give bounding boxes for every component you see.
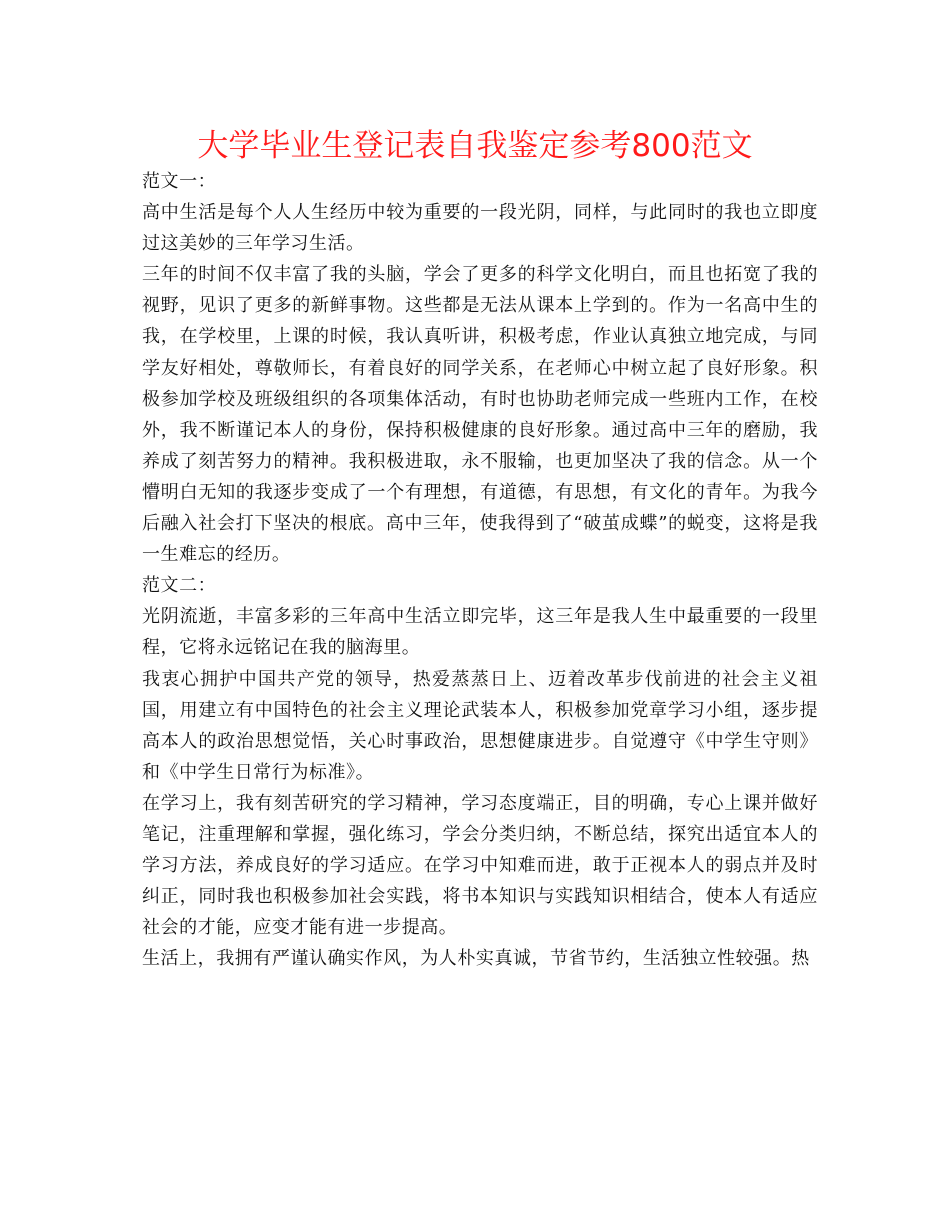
- paragraph: 高中生活是每个人人生经历中较为重要的一段光阴，同样，与此同时的我也立即度过这美妙的三年学习生活。: [142, 202, 818, 255]
- document-body: [142, 166, 818, 974]
- paragraph: 生活上，我拥有严谨认确实作风，为人朴实真诚，节省节约，生活独立性较强。热: [142, 948, 810, 970]
- paragraph: 在学习上，我有刻苦研究的学习精神，学习态度端正，目的明确，专心上课并做好笔记，注重理解和掌握，强化练习，学会分类归纳，不断总结，探究出适宜本人的学习方法，养成良好的学习适应。在学习中知难而进，敢于正视本人的弱点并及时纠正，同时我也积极参加社会实践，将书本知识与实践知识相结合，使本人有适应社会的才能，应变才能有进一步提高。: [142, 792, 818, 939]
- section-heading-1: 范文一：: [142, 171, 217, 192]
- paragraph: 光阴流逝，丰富多彩的三年高中生活立即完毕，这三年是我人生中最重要的一段里程，它将永远铭记在我的脑海里。: [142, 606, 818, 659]
- section-heading-2: 范文二：: [142, 575, 217, 597]
- paragraph: 三年的时间不仅丰富了我的头脑，学会了更多的科学文化明白，而且也拓宽了我的视野，见识了更多的新鲜事物。这些都是无法从课本上学到的。作为一名高中生的我，在学校里，上课的时候，我认真听讲，积极考虑，作业认真独立地完成，与同学友好相处，尊敬师长，有着良好的同学关系，在老师心中树立起了良好形象。积极参加学校及班级组织的各项集体活动，有时也协助老师完成一些班内工作，在校外，我不断谨记本人的身份，保持积极健康的良好形象。通过高中三年的磨励，我养成了刻苦努力的精神。我积极进取，永不服输，也更加坚决了我的信念。从一个懵明白无知的我逐步变成了一个有理想，有道德，有思想，有文化的青年。为我今后融入社会打下坚决的根底。高中三年，使我得到了“破茧成蝶”的蜕变，这将是我一生难忘的经历。: [142, 264, 818, 566]
- paragraph: 我衷心拥护中国共产党的领导，热爱蒸蒸日上、迈着改革步伐前进的社会主义祖国，用建立有中国特色的社会主义理论武装本人，积极参加党章学习小组，逐步提高本人的政治思想觉悟，关心时事政治，思想健康进步。自觉遵守《中学生守则》和《中学生日常行为标准》。: [142, 668, 818, 783]
- document-title: 大学毕业生登记表自我鉴定参考800范文: [197, 128, 753, 164]
